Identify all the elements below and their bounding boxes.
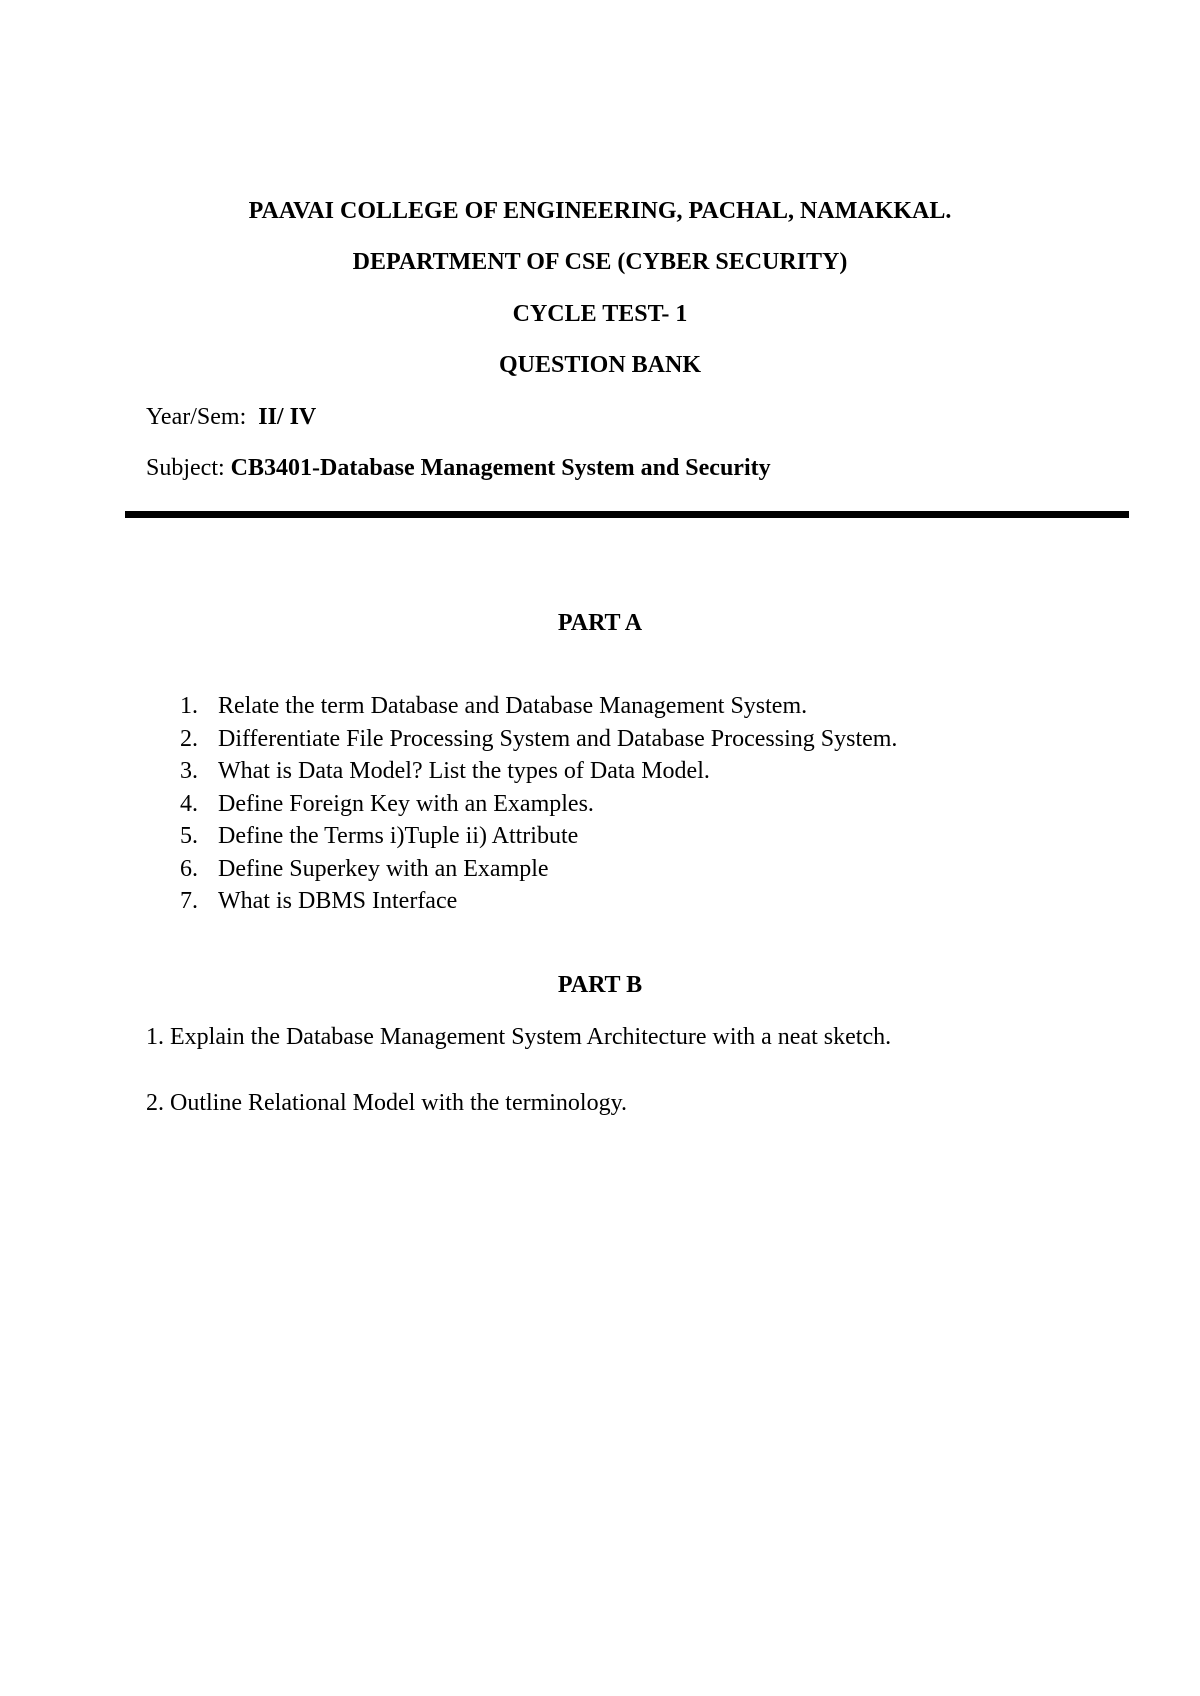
question-number: 6. [180, 855, 198, 882]
part-a-heading: PART A [557, 610, 643, 636]
question-number: 5. [180, 823, 198, 849]
college-name: PAAVAI COLLEGE OF ENGINEERING, PACHAL, NAMAKKAL. [248, 198, 952, 224]
part-a-question [180, 853, 897, 886]
question-text: Differentiate File Processing System and Database Processing System. [218, 725, 898, 752]
test-name: CYCLE TEST- 1 [512, 301, 688, 327]
document-type: QUESTION BANK [498, 352, 702, 378]
department-name: DEPARTMENT OF CSE (CYBER SECURITY) [352, 249, 848, 275]
question-number: 4. [180, 790, 198, 817]
question-text: Define Superkey with an Example [218, 855, 549, 882]
question-text: What is DBMS Interface [218, 888, 458, 914]
year-sem-value: II/ IV [258, 404, 317, 430]
question-text: Relate the term Database and Database Management System. [218, 693, 808, 719]
question-number: 1. [180, 693, 198, 719]
part-b-question: 2. Outline Relational Model with the terminology. [146, 1090, 628, 1116]
subject-line [146, 453, 771, 483]
question-number: 7. [180, 888, 198, 914]
question-number: 2. [180, 725, 198, 752]
year-sem-label: Year/Sem: [146, 404, 247, 430]
part-a-question [180, 755, 897, 788]
header-divider [125, 511, 1129, 518]
part-b-question: 1. Explain the Database Management System Architecture with a neat sketch. [146, 1024, 892, 1050]
part-a-question-list [180, 690, 897, 918]
question-number: 3. [180, 758, 198, 784]
part-b-heading: PART B [557, 972, 643, 998]
subject-value: CB3401-Database Management System and Security [230, 455, 771, 481]
part-a-question [180, 885, 897, 918]
question-text: What is Data Model? List the types of Data Model. [218, 758, 710, 784]
part-a-question [180, 690, 897, 723]
part-a-question [180, 788, 897, 821]
question-text: Define Foreign Key with an Examples. [218, 790, 594, 817]
part-a-question [180, 723, 897, 756]
part-a-question [180, 820, 897, 853]
subject-label: Subject: [146, 455, 225, 481]
question-text: Define the Terms i)Tuple ii) Attribute [218, 823, 579, 849]
year-sem-line [146, 402, 316, 432]
